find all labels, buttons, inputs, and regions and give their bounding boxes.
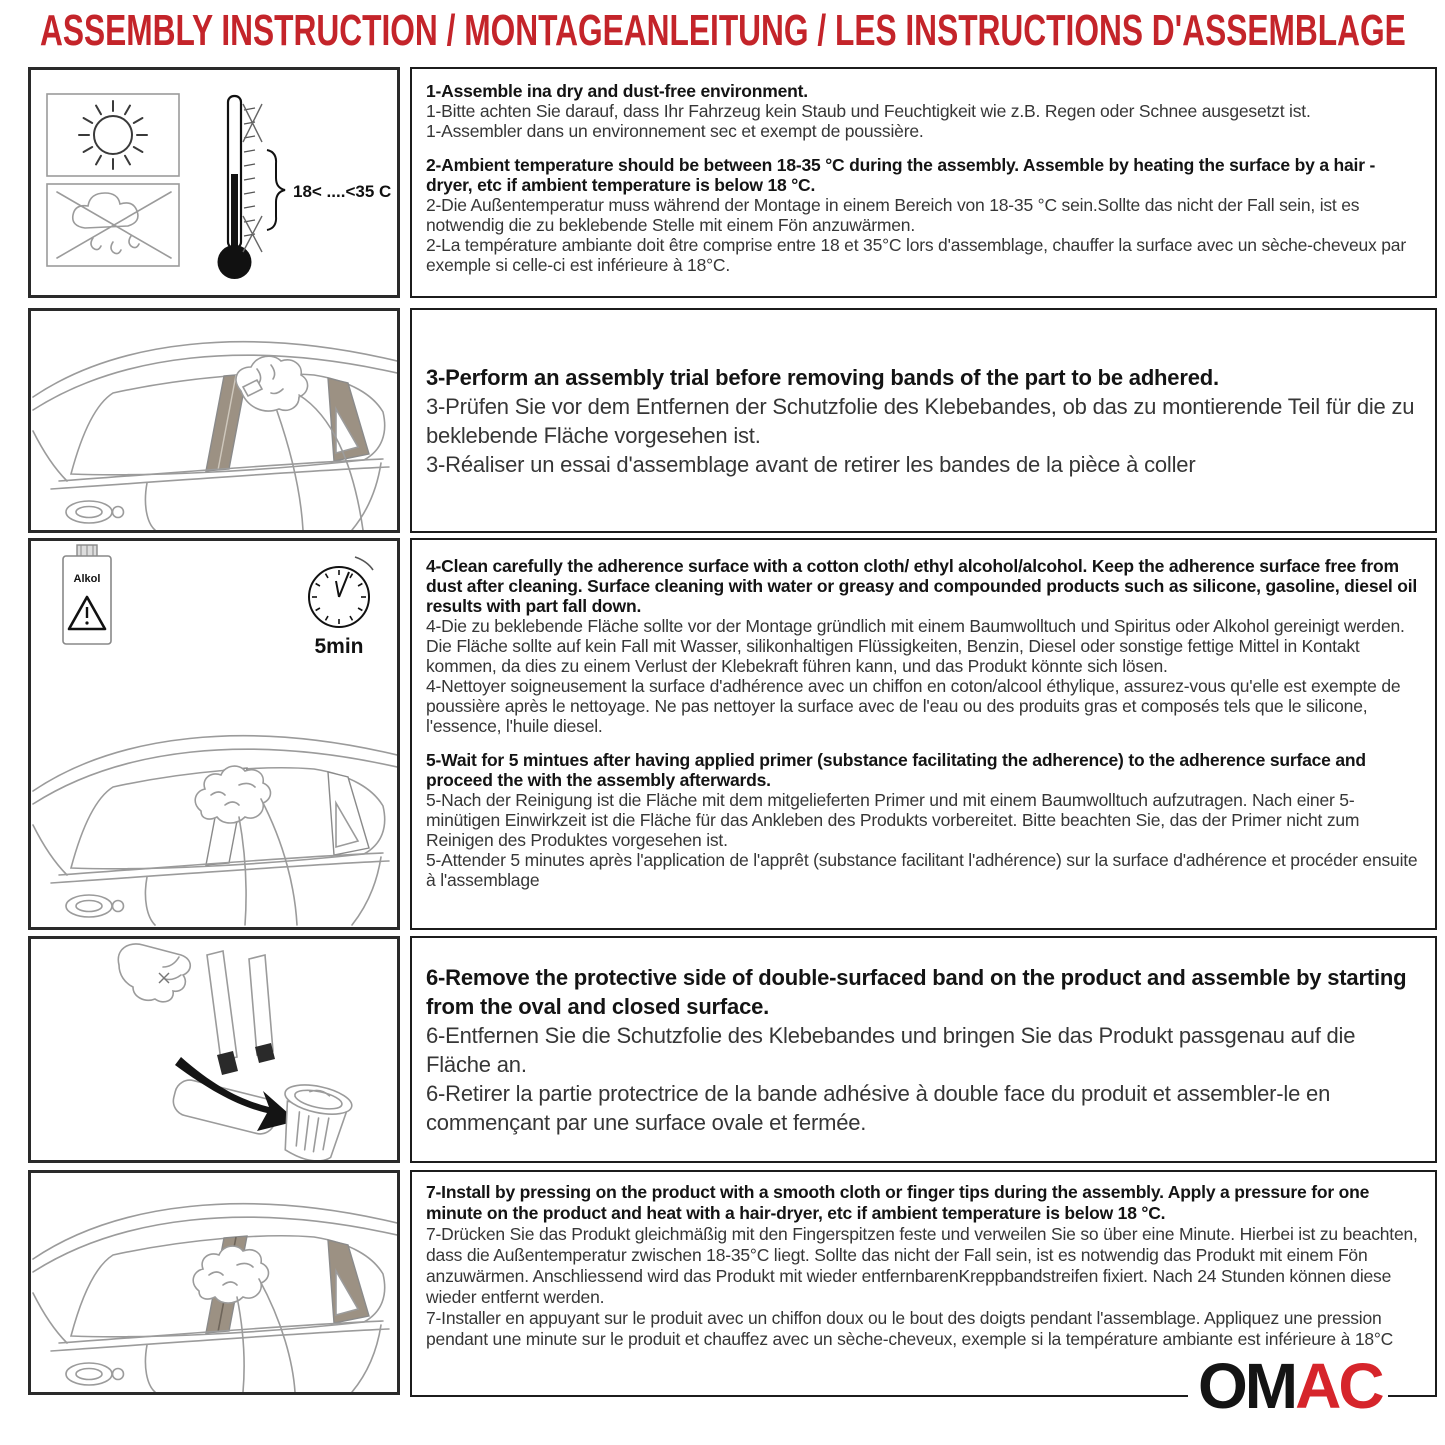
car-side-line-art <box>33 736 397 925</box>
section-1-text <box>410 67 1437 298</box>
section-3-text <box>410 538 1437 930</box>
instruction-1-fr: 1-Assembler dans un environnement sec et exempt de poussière. <box>426 121 924 141</box>
environment-temperature-illustration <box>31 70 397 295</box>
instruction-5-fr: 5-Attender 5 minutes après l'application de l'apprêt (substance facilitant l'adhérence) sur la surface d'adhérence et procéder ensuite à l'assemblage <box>426 850 1418 890</box>
page-title: ASSEMBLY INSTRUCTION / MONTAGEANLEITUNG / LES INSTRUCTIONS D'ASSEMBLAGE <box>40 6 1406 55</box>
instruction-7-de: 7-Drücken Sie das Produkt gleichmäßig mit den Fingerspitzen feste und verweilen Sie so über eine Minute. Hierbei ist zu beachten, dass die Außentemperatur zwischen 18-35°C liegt. Sollte das nicht der Fall sein, ist es notwendig das Produkt mit einem Fön anzuwärmen. Anschliessend wird das Produkt mit wieder entfernbarenKreppbandstreifen fixiert. Nach 24 Stunden können diese wieder entfernt werden. <box>426 1224 1418 1307</box>
adhesive-band-strips <box>207 951 275 1075</box>
section-2-illustration <box>28 308 400 533</box>
omac-logo-red-part: AC <box>1295 1350 1382 1422</box>
thermometer-icon <box>218 96 392 279</box>
instruction-1-de: 1-Bitte achten Sie darauf, dass Ihr Fahrzeug kein Staub und Feuchtigkeit wie z.B. Regen oder Schnee ausgesetzt ist. <box>426 101 1311 121</box>
clean-surface-illustration <box>31 541 397 927</box>
section-4-illustration <box>28 936 400 1163</box>
omac-logo-black-part: OM <box>1198 1350 1296 1422</box>
instruction-2-de: 2-Die Außentemperatur muss während der Montage in einem Bereich von 18-35 °C sein.Sollte das nicht der Fall sein, ist es notwendig die zu beklebende Stelle mit einem Fön anzuwärmen. <box>426 195 1360 235</box>
door-handle <box>66 895 112 917</box>
instruction-5-en: 5-Wait for 5 mintues after having applied primer (substance facilitating the adherence) to the adherence surface and proceed the with the assembly afterwards. <box>426 750 1366 790</box>
section-4-text <box>410 936 1437 1163</box>
instruction-3-fr: 3-Réaliser un essai d'assemblage avant de retirer les bandes de la pièce à coller <box>426 451 1196 477</box>
press-install-illustration <box>31 1173 397 1392</box>
bottle-label: Alkol <box>73 573 101 585</box>
instruction-6-en: 6-Remove the protective side of double-surfaced band on the product and assemble by starting from the oval and closed surface. <box>426 964 1407 1019</box>
instruction-4-de: 4-Die zu beklebende Fläche sollte vor der Montage gründlich mit einem Baumwolltuch und Spiritus oder Alkohol gereinigt werden. Die Fläche sollte auf kein Fall mit Wasser, silikonhaltigen Flüssigkeiten, Benzin, Diesel oder sonstige fettige Mittel in Kontakt kommen, da dies zu einem Verlust der Klebekraft führen kann, und das Produkt könnte sich lösen. <box>426 616 1405 676</box>
instruction-5-de: 5-Nach der Reinigung ist die Fläche mit dem mitgelieferten Primer und mit einem Baumwolltuch aufzutragen. Nach einer 5-minütigen Einwirkzeit ist die Fläche für das Ankleben des Produkts vorbereitet. Bitte beachten Sie, das der Primer nicht zum Reinigen des Produktes vorgesehen ist. <box>426 790 1360 850</box>
instruction-1-en: 1-Assemble ina dry and dust-free environment. <box>426 81 808 101</box>
car-side-line-art <box>33 342 397 530</box>
section-2-text <box>410 308 1437 533</box>
instruction-2-en: 2-Ambient temperature should be between 18-35 °C during the assembly. Assemble by heating the surface by a hair -dryer, etc if ambient temperature is below 18 °C. <box>426 155 1376 195</box>
instruction-6-de: 6-Entfernen Sie die Schutzfolie des Klebebandes und bringen Sie das Produkt passgenau auf die Fläche an. <box>426 1022 1356 1077</box>
range-brace <box>267 150 285 230</box>
section-1-illustration <box>28 67 400 298</box>
remove-band-illustration <box>31 939 397 1160</box>
section-5-illustration <box>28 1170 400 1395</box>
instruction-7-fr: 7-Installer en appuyant sur le produit avec un chiffon doux ou le bout des doigts pendant l'assemblage. Appliquez une pression pendant une minute sur le produit et chauffez avec un sèche-cheveux, exemple si la température ambiante est inférieure à 18°C <box>426 1308 1394 1349</box>
wait-5min-clock-icon <box>309 557 373 658</box>
instruction-3-de: 3-Prüfen Sie vor dem Entfernen der Schutzfolie des Klebebandes, ob das zu montierende Teil für die zu beklebende Fläche vorgesehen ist. <box>426 393 1415 448</box>
instruction-4-fr: 4-Nettoyer soigneusement la surface d'adhérence avec un chiffon en coton/alcool éthylique, assurez-vous qu'elle est exempte de poussière après le nettoyage. Ne pas nettoyer la surface avec de l'eau ou des produits gras et composés tels que le silicone, l'essence, l'huile diesel. <box>426 676 1401 736</box>
temperature-range-label: 18< ....<35 C <box>293 182 392 201</box>
instruction-2-fr: 2-La température ambiante doit être comprise entre 18 et 35°C lors d'assemblage, chauffer la surface avec un sèche-cheveux par exemple si celle-ci est inférieure à 18°C. <box>426 235 1406 275</box>
instruction-7-en: 7-Install by pressing on the product with a smooth cloth or finger tips during the assembly. Apply a pressure for one minute on the product and heat with a hair-dryer, etc if ambient temperature is below 18 °C. <box>426 1182 1370 1223</box>
car-trim-trial-illustration <box>31 311 397 530</box>
door-handle <box>66 501 112 523</box>
instruction-4-en: 4-Clean carefully the adherence surface with a cotton cloth/ ethyl alcohol/alcohol. Keep the adherence surface free from dust after cleaning. Surface cleaning with water or greasy and compounded products such as silicone, gasoline, diesel oil results with part fall down. <box>426 556 1418 616</box>
wait-time-label: 5min <box>314 635 364 658</box>
door-handle <box>66 1363 112 1385</box>
hand-peeling-band <box>118 944 190 1002</box>
instruction-6-fr: 6-Retirer la partie protectrice de la bande adhésive à double face du produit et assembler-le en commençant par une surface ovale et fermée. <box>426 1080 1331 1135</box>
alcohol-bottle-icon <box>63 545 111 644</box>
omac-logo <box>1188 1352 1388 1424</box>
section-3-illustration <box>28 538 400 930</box>
instruction-3-en: 3-Perform an assembly trial before removing bands of the part to be adhered. <box>426 364 1219 390</box>
